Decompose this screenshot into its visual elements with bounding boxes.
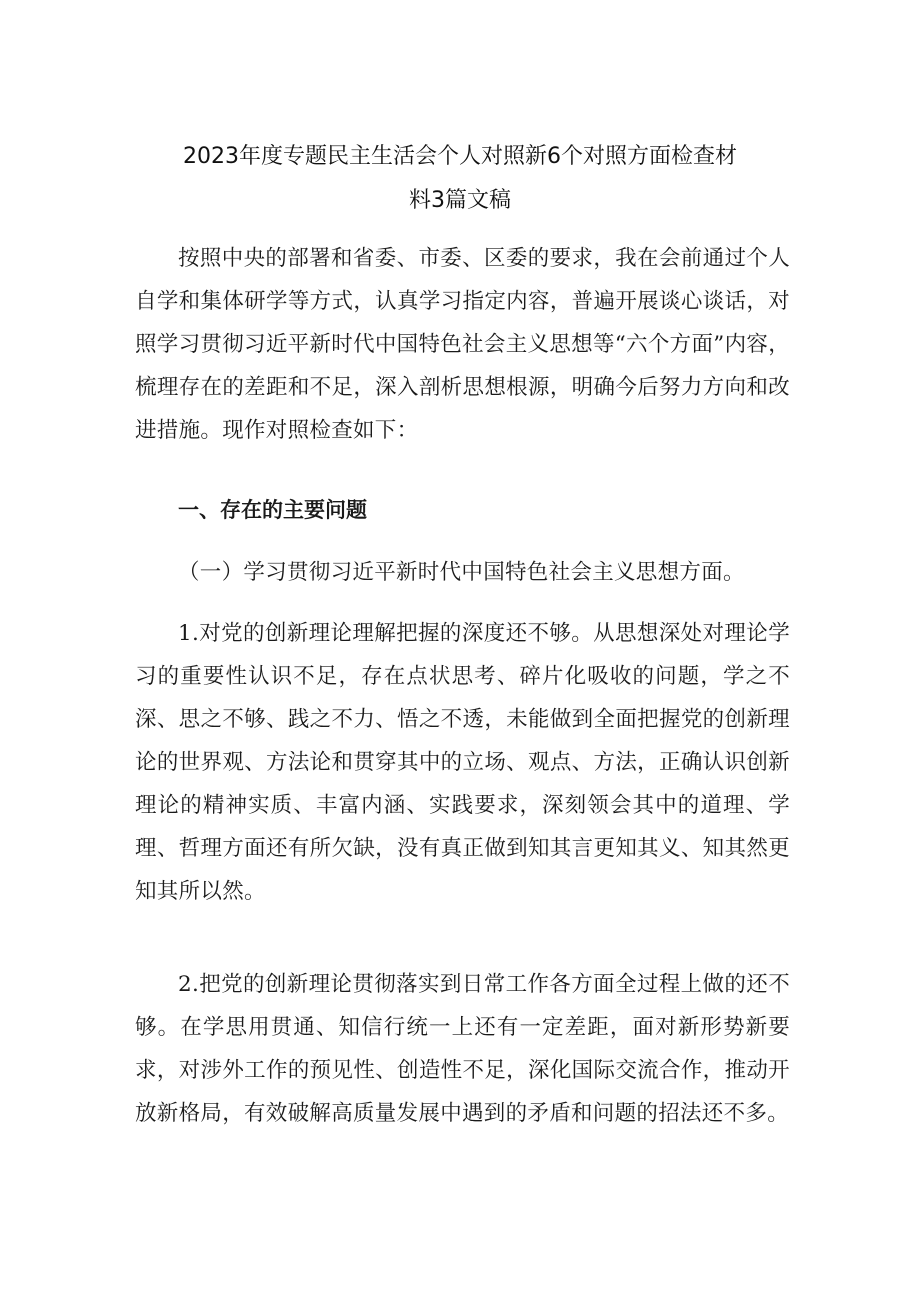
subsection-heading: （一）学习贯彻习近平新时代中国特色社会主义思想方面。 [178,560,745,585]
document-title-line-2: 料3篇文稿 [409,188,511,213]
item-2-paragraph: 2.把党的创新理论贯彻落实到日常工作各方面全过程上做的还不够。在学思用贯通、知信行统一上还有一定差距，面对新形势新要求，对涉外工作的预见性、创造性不足，深化国际交流合作，推动开放新格局，有效破解高质量发展中遇到的矛盾和问题的招法还不多。 [135,972,790,1126]
section-heading: 一、存在的主要问题 [178,498,367,522]
item-1-paragraph: 1.对党的创新理论理解把握的深度还不够。从思想深处对理论学习的重要性认识不足，存在点状思考、碎片化吸收的问题，学之不深、思之不够、践之不力、悟之不透，未能做到全面把握党的创新理论的世界观、方法论和贯穿其中的立场、观点、方法，正确认识创新理论的精神实质、丰富内涵、实践要求，深刻领会其中的道理、学理、哲理方面还有所欠缺，没有真正做到知其言更知其义、知其然更知其所以然。 [135,621,790,904]
document-title-line-1: 2023年度专题民主生活会个人对照新6个对照方面检查材 [183,144,737,169]
intro-paragraph: 按照中央的部署和省委、市委、区委的要求，我在会前通过个人自学和集体研学等方式，认真学习指定内容，普遍开展谈心谈话，对照学习贯彻习近平新时代中国特色社会主义思想等“六个方面”内容，梳理存在的差距和不足，深入剖析思想根源，明确今后努力方向和改进措施。现作对照检查如下： [135,246,790,443]
